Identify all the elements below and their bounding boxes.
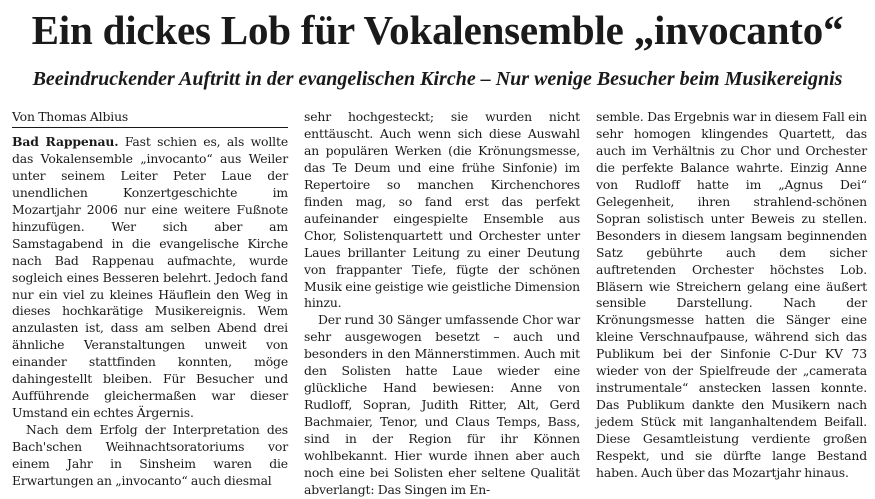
article-column-1 (12, 109, 288, 490)
article-column-3 (596, 109, 867, 482)
paragraph-text: Fast schien es, als wollte das Vokalensemble „invocanto“ aus Weiler unter seinem Leiter Peter Laue der unendlichen Konzertgeschichte im Mozartjahr 2006 nur eine weitere Fußnote hinzufügen. Wer sich aber am Samstagabend in die evangelische Kirche nach Bad Rappenau aufmachte, wurde sogleich eines Besseren belehrt. Jedoch fand nur ein viel zu kleines Häuflein den Weg in dieses hochkarätige Musikereignis. Wem anzulasten ist, dass am selben Abend drei ähnliche Veranstaltungen unweit von einander stattfinden konnten, möge dahingestellt bleiben. Für Besucher und Aufführende gleichermaßen war dieser Umstand ein echtes Ärgernis. (12, 133, 288, 421)
headline: Ein dickes Lob für Vokalensemble „invocanto“ (31, 7, 844, 53)
article-column-2 (304, 109, 580, 499)
subheadline: Beeindruckender Auftritt in der evangelischen Kirche – Nur wenige Besucher beim Musikereignis (32, 68, 843, 90)
byline: Von Thomas Albius (12, 109, 288, 128)
paragraph (12, 134, 288, 422)
paragraph: Nach dem Erfolg der Interpretation des Bach'schen Weihnachtsoratoriums vor einem Jahr in Sinsheim waren die Erwartungen an „invocanto“ auch diesmal (12, 422, 288, 489)
dateline: Bad Rappenau. (12, 133, 119, 149)
paragraph: semble. Das Ergebnis war in diesem Fall ein sehr homogen klingendes Quartett, das auch im Verhältnis zu Chor und Orchester die perfekte Balance wahrte. Einzig Anne von Rudloff hatte im „Agnus Dei“ Gelegenheit, ihren strahlend-schönen Sopran solistisch unter Beweis zu stellen. Besonders in diesem langsam beginnenden Satz gebührte auch dem sicher auftretenden Orchester höchstes Lob. Bläsern wie Streichern gelang eine äußert sensible Darstellung. Nach der Krönungsmesse hatten die Sänger eine kleine Verschnaufpause, während sich das Publikum bei der Sinfonie C-Dur KV 73 wieder von der Spielfreude der „camerata instrumentale“ anstecken lassen konnte. Das Publikum dankte den Musikern nach jedem Stück mit langanhaltendem Beifall. Diese Gesamtleistung verdiente großen Respekt, und sie dürfte lange Bestand haben. Auch über das Mozartjahr hinaus. (596, 109, 867, 481)
paragraph: Der rund 30 Sänger umfassende Chor war sehr ausgewogen besetzt – auch und besonders in den Männerstimmen. Auch mit den Solisten hatte Laue wieder eine glückliche Hand bewiesen: Anne von Rudloff, Sopran, Judith Ritter, Alt, Gerd Bachmaier, Tenor, und Claus Temps, Bass, sind in der Region für ihr Können wohlbekannt. Hier wurde ihnen aber auch noch eine bei Solisten eher seltene Qualität abverlangt: Das Singen im En- (304, 312, 580, 497)
paragraph: sehr hochgesteckt; sie wurden nicht enttäuscht. Auch wenn sich diese Auswahl an populären Werken (die Krönungsmesse, das Te Deum und eine frühe Sinfonie) im Repertoire so manchen Kirchenchores finden mag, so fand erst das perfekt aufeinander eingespielte Ensemble aus Chor, Solistenquartett und Orchester unter Laues brillanter Leitung zu einer Deutung von frappanter Tiefe, fügte der schönen Musik eine geistige wie geistliche Dimension hinzu. (304, 109, 580, 311)
